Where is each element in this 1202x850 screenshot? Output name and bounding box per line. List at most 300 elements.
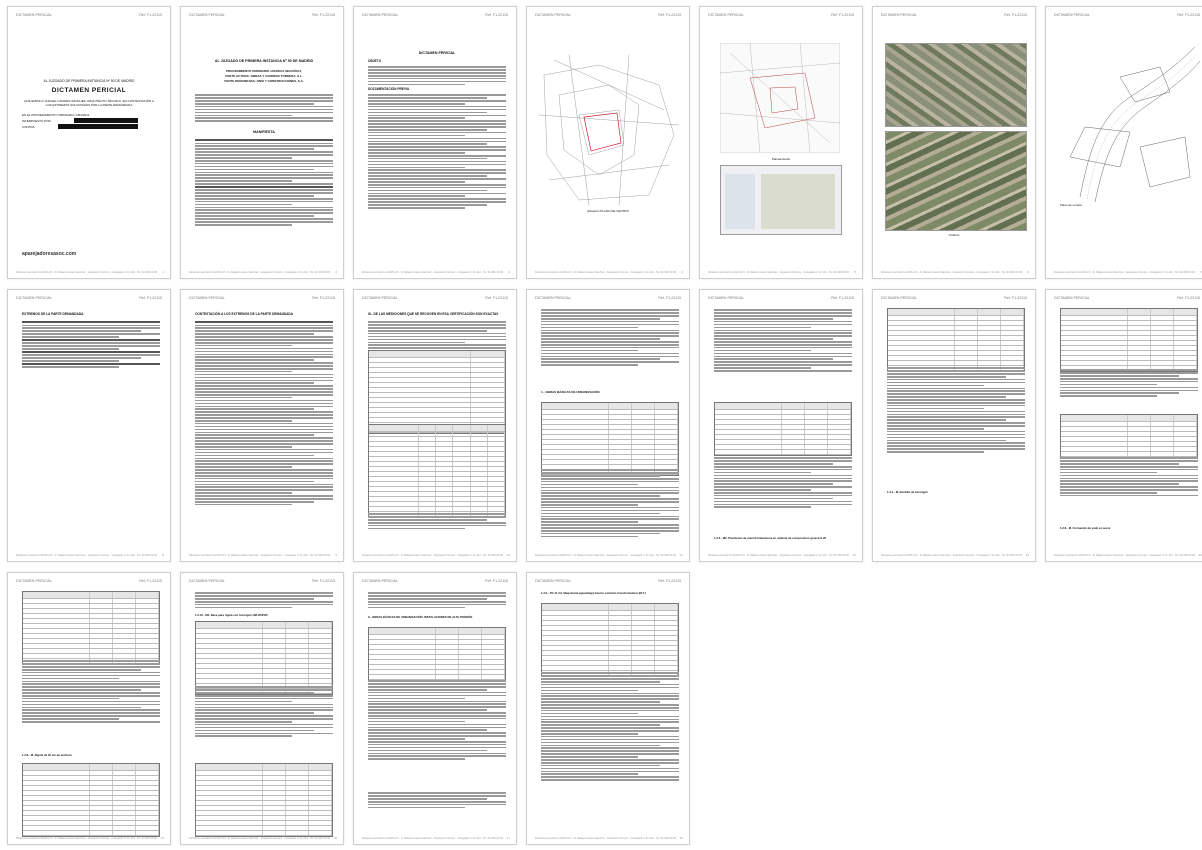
table-cell: [263, 826, 286, 830]
procedure-line: PARTE DEMANDADA: ONSI Y CONSTRUCCIONES, S.A.: [224, 79, 304, 83]
text-line: [714, 315, 852, 317]
table-cell: [419, 502, 436, 506]
text-line: [368, 598, 487, 600]
table-cell: [436, 447, 453, 451]
table-cell: [782, 435, 805, 439]
table-cell: [609, 460, 632, 464]
text-line: [368, 146, 506, 148]
document-page[interactable]: [699, 6, 863, 279]
table-cell: [488, 502, 505, 506]
text-line: [22, 327, 160, 329]
table-cell: [1174, 415, 1197, 421]
text-block: [368, 65, 506, 87]
table-cell: [436, 457, 453, 461]
table-cell: [1061, 432, 1128, 436]
text-line: [195, 397, 292, 399]
text-line: [195, 695, 333, 697]
table-cell: [286, 654, 309, 658]
table-cell: [309, 776, 332, 780]
table-cell: [263, 806, 286, 810]
table-cell: [609, 651, 632, 655]
table-cell: [488, 425, 505, 431]
text-line: [714, 341, 852, 343]
figure-caption: Ortofoto: [948, 233, 960, 237]
table-cell: [369, 472, 419, 476]
table-cell: [471, 418, 506, 422]
table-cell: [113, 599, 136, 603]
text-line: [368, 72, 506, 74]
table-row: [1061, 415, 1197, 422]
page-footer: Dictamen pericial F1-22115 ÁVI · D. Rafael Linares Sánchez · Arquitecto Técnico · Colegiado nº 11.144 · Tel. 91 000 00 00: [535, 554, 676, 557]
table-cell: [655, 641, 678, 645]
road-plan-drawing: [1060, 37, 1200, 207]
table-cell: [632, 450, 655, 454]
document-page[interactable]: [180, 572, 344, 845]
table-cell: [655, 651, 678, 655]
table-cell: [1151, 427, 1174, 431]
text-line: [714, 466, 852, 468]
document-page[interactable]: [353, 289, 517, 562]
text-line: [541, 495, 660, 497]
screenshot-map: [761, 174, 835, 229]
table-cell: [196, 654, 263, 658]
table-cell: [113, 806, 136, 810]
table-cell: [488, 507, 505, 511]
text-line: [541, 478, 679, 480]
text-block: [541, 308, 679, 367]
text-line: [541, 701, 660, 703]
table-cell: [715, 440, 782, 444]
document-page[interactable]: [526, 572, 690, 845]
text-line: [1060, 460, 1198, 462]
page-header-ref: Ref. F1-22115: [139, 13, 162, 17]
table-cell: [309, 634, 332, 638]
table-cell: [655, 616, 678, 620]
table-cell: [113, 644, 136, 648]
table-cell: [632, 616, 655, 620]
table-cell: [436, 487, 453, 491]
text-line: [714, 495, 852, 497]
table-cell: [453, 447, 470, 451]
text-line: [714, 370, 852, 372]
table-cell: [632, 403, 655, 409]
table-cell: [459, 665, 482, 669]
text-line: [22, 695, 160, 697]
text-line: [368, 155, 506, 157]
text-line: [368, 175, 487, 177]
table-cell: [23, 654, 90, 658]
page-header-title: DICTAMEN PERICIAL: [535, 296, 571, 300]
table-cell: [436, 492, 453, 496]
table-cell: [136, 771, 159, 775]
text-line: [368, 516, 506, 518]
table-row: [196, 622, 332, 629]
table-cell: [263, 649, 286, 653]
table-cell: [136, 816, 159, 820]
table-cell: [369, 452, 419, 456]
text-line: [714, 330, 852, 332]
table-cell: [1174, 442, 1197, 446]
table-cell: [828, 430, 851, 434]
table-cell: [453, 432, 470, 436]
text-line: [195, 377, 333, 379]
text-line: [714, 347, 852, 349]
text-line: [541, 492, 679, 494]
text-line: [541, 779, 679, 781]
table-cell: [1061, 321, 1128, 325]
table-cell: [263, 622, 286, 628]
page-header-title: DICTAMEN PERICIAL: [362, 579, 398, 583]
text-line: [541, 747, 679, 749]
table-cell: [369, 477, 419, 481]
table-cell: [23, 826, 90, 830]
figure-caption: Situación PLANO DE CENTRO: [587, 209, 629, 213]
text-line: [368, 339, 506, 341]
document-page[interactable]: [526, 289, 690, 562]
table-cell: [978, 346, 1001, 350]
table-cell: [113, 634, 136, 638]
text-line: [22, 678, 119, 680]
text-line: [368, 804, 506, 806]
text-line: [541, 498, 679, 500]
table-cell: [23, 816, 90, 820]
table-cell: [805, 410, 828, 414]
text-line: [541, 739, 679, 741]
page-footer: Dictamen pericial F1-22115 ÁVI · D. Rafael Linares Sánchez · Arquitecto Técnico · Colegiado nº 11.144 · Tel. 91 000 00 00: [881, 554, 1022, 557]
text-line: [887, 411, 1025, 413]
document-page[interactable]: [699, 289, 863, 562]
text-line: [541, 341, 679, 343]
table-cell: [453, 467, 470, 471]
text-line: [1060, 483, 1179, 485]
text-line: [22, 354, 160, 356]
text-line: [714, 321, 852, 323]
text-line: [541, 335, 679, 337]
text-line: [22, 330, 141, 332]
text-line: [195, 189, 333, 191]
table-cell: [23, 639, 90, 643]
data-table: [368, 627, 506, 681]
table-cell: [453, 457, 470, 461]
table-cell: [136, 629, 159, 633]
table-cell: [805, 415, 828, 419]
data-table: [541, 603, 679, 677]
table-cell: [136, 599, 159, 603]
page-header-title: DICTAMEN PERICIAL: [189, 296, 225, 300]
table-cell: [542, 460, 609, 464]
table-cell: [471, 492, 488, 496]
text-line: [541, 321, 679, 323]
table-row: [715, 450, 851, 455]
section-heading: DOCUMENTACIÓN PREVIA: [368, 87, 410, 91]
page-header-ref: Ref. F1-22115: [312, 579, 335, 583]
table-cell: [715, 410, 782, 414]
text-line: [714, 361, 852, 363]
text-line: [541, 721, 679, 723]
table-cell: [196, 764, 263, 770]
table-cell: [23, 811, 90, 815]
table-cell: [471, 358, 506, 362]
page-number: 9: [335, 553, 337, 557]
text-line: [195, 374, 333, 376]
table-cell: [471, 383, 506, 387]
text-line: [887, 431, 1025, 433]
table-cell: [632, 636, 655, 640]
text-line: [195, 484, 333, 486]
text-line: [368, 522, 506, 524]
document-page[interactable]: [526, 6, 690, 279]
table-cell: [23, 791, 90, 795]
table-cell: [90, 639, 113, 643]
table-cell: [609, 425, 632, 429]
table-cell: [782, 445, 805, 449]
table-cell: [471, 408, 506, 412]
table-cell: [136, 811, 159, 815]
table-cell: [286, 786, 309, 790]
table-cell: [1174, 351, 1197, 355]
text-line: [541, 690, 638, 692]
table-cell: [1174, 422, 1197, 426]
text-line: [22, 709, 160, 711]
text-line: [714, 318, 833, 320]
text-line: [368, 167, 465, 169]
text-line: [368, 680, 506, 682]
text-line: [368, 689, 487, 691]
text-line: [22, 333, 160, 335]
text-line: [541, 487, 679, 489]
table-cell: [113, 786, 136, 790]
text-block: [195, 320, 333, 507]
text-line: [541, 698, 679, 700]
table-cell: [196, 826, 263, 830]
document-page[interactable]: [7, 572, 171, 845]
table-cell: [419, 437, 436, 441]
text-line: [195, 388, 333, 390]
table-cell: [828, 403, 851, 409]
text-line: [368, 117, 465, 119]
table-cell: [113, 801, 136, 805]
table-cell: [196, 644, 263, 648]
text-line: [195, 689, 333, 691]
text-line: [195, 342, 333, 344]
table-cell: [286, 771, 309, 775]
document-page[interactable]: [180, 289, 344, 562]
table-cell: [113, 816, 136, 820]
table-cell: [632, 430, 655, 434]
site-plan-drawing: [539, 55, 679, 205]
text-line: [714, 460, 852, 462]
text-line: [195, 727, 333, 729]
table-cell: [782, 430, 805, 434]
table-cell: [715, 450, 782, 454]
document-page[interactable]: [353, 6, 517, 279]
table-cell: [369, 368, 471, 372]
text-line: [22, 660, 160, 662]
table-cell: [482, 655, 505, 659]
text-line: [195, 183, 333, 185]
table-cell: [655, 425, 678, 429]
text-line: [368, 342, 465, 344]
text-line: [195, 472, 333, 474]
table-cell: [888, 336, 955, 340]
table-cell: [286, 821, 309, 825]
text-line: [887, 405, 1025, 407]
table-cell: [263, 654, 286, 658]
table-cell: [488, 442, 505, 446]
table-cell: [136, 624, 159, 628]
table-cell: [655, 656, 678, 660]
table-cell: [1151, 341, 1174, 345]
table-cell: [419, 452, 436, 456]
procedure-line: PARTE ACTORA: OBRAS Y CARRERA TORDERA, S.L.: [225, 74, 303, 78]
text-line: [1060, 378, 1198, 380]
table-cell: [632, 661, 655, 665]
table-cell: [609, 445, 632, 449]
text-line: [887, 425, 1025, 427]
text-line: [22, 686, 160, 688]
text-line: [195, 145, 333, 147]
table-cell: [632, 410, 655, 414]
table-cell: [90, 796, 113, 800]
table-cell: [309, 816, 332, 820]
page-footer: Dictamen pericial F1-22115 ÁVI · D. Rafael Linares Sánchez · Arquitecto Técnico · Colegiado nº 11.144 · Tel. 91 000 00 00: [189, 271, 330, 274]
table-cell: [715, 435, 782, 439]
table-cell: [309, 786, 332, 790]
text-line: [195, 406, 333, 408]
table-cell: [828, 420, 851, 424]
table-cell: [263, 764, 286, 770]
document-page[interactable]: [1045, 289, 1202, 562]
document-page[interactable]: [7, 289, 171, 562]
table-cell: [955, 346, 978, 350]
page-footer: Dictamen pericial F1-22115 ÁVI · D. Rafael Linares Sánchez · Arquitecto Técnico · Colegiado nº 11.144 · Tel. 91 000 00 00: [362, 837, 503, 840]
text-line: [195, 221, 333, 223]
data-table: [368, 350, 506, 434]
document-page[interactable]: [872, 289, 1036, 562]
table-cell: [955, 351, 978, 355]
page-number: 6: [1027, 270, 1029, 274]
text-line: [195, 365, 333, 367]
text-line: [887, 388, 1025, 390]
page-header-title: DICTAMEN PERICIAL: [881, 13, 917, 17]
text-line: [368, 336, 506, 338]
table-cell: [286, 826, 309, 830]
document-page[interactable]: [7, 6, 171, 279]
text-line: [195, 440, 333, 442]
table-cell: [113, 826, 136, 830]
table-cell: [482, 660, 505, 664]
table-cell: [369, 378, 471, 382]
text-line: [368, 187, 506, 189]
table-cell: [782, 440, 805, 444]
table-cell: [286, 801, 309, 805]
table-cell: [488, 477, 505, 481]
text-line: [714, 327, 811, 329]
table-cell: [263, 664, 286, 668]
text-line: [1060, 390, 1198, 392]
table-cell: [955, 309, 978, 315]
table-cell: [955, 321, 978, 325]
document-page[interactable]: [872, 6, 1036, 279]
redacted-bar: [58, 124, 138, 129]
table-cell: [369, 507, 419, 511]
table-cell: [471, 507, 488, 511]
text-line: [368, 801, 506, 803]
text-line: [195, 489, 333, 491]
table-cell: [419, 497, 436, 501]
text-line: [887, 390, 1025, 392]
table-cell: [609, 631, 632, 635]
text-line: [195, 423, 333, 425]
table-cell: [369, 467, 419, 471]
text-line: [541, 716, 679, 718]
data-table: [714, 402, 852, 456]
section-heading: 1.2.4.- M. Bordillo de hormigón: [887, 490, 928, 494]
text-line: [195, 592, 333, 594]
table-cell: [459, 635, 482, 639]
page-footer: Dictamen pericial F1-22115 ÁVI · D. Rafael Linares Sánchez · Arquitecto Técnico · Colegiado nº 11.144 · Tel. 91 000 00 00: [708, 554, 849, 557]
text-line: [195, 109, 333, 111]
table-cell: [471, 368, 506, 372]
text-line: [22, 689, 141, 691]
table-cell: [542, 410, 609, 414]
table-cell: [471, 373, 506, 377]
text-line: [195, 160, 333, 162]
table-cell: [136, 801, 159, 805]
text-line: [541, 353, 679, 355]
text-line: [22, 325, 160, 327]
text-line: [714, 356, 852, 358]
text-block: [368, 320, 506, 350]
table-cell: [453, 477, 470, 481]
table-cell: [609, 455, 632, 459]
document-page[interactable]: [1045, 6, 1202, 279]
table-cell: [1001, 321, 1024, 325]
table-cell: [482, 670, 505, 674]
table-cell: [263, 811, 286, 815]
page-footer: Dictamen pericial F1-22115 ÁVI · D. Rafael Linares Sánchez · Arquitecto Técnico · Colegiado nº 11.144 · Tel. 91 000 00 00: [1054, 271, 1195, 274]
table-cell: [136, 644, 159, 648]
text-line: [887, 440, 1006, 442]
text-line: [195, 458, 333, 460]
text-line: [714, 483, 833, 485]
text-line: [195, 429, 333, 431]
table-cell: [805, 420, 828, 424]
table-cell: [369, 383, 471, 387]
text-line: [195, 382, 314, 384]
text-line: [195, 327, 333, 329]
text-line: [368, 703, 506, 705]
text-line: [541, 533, 660, 535]
text-line: [195, 356, 333, 358]
document-page[interactable]: [180, 6, 344, 279]
table-cell: [609, 641, 632, 645]
page-header-ref: Ref. F1-22115: [139, 296, 162, 300]
page-header-title: DICTAMEN PERICIAL: [881, 296, 917, 300]
table-cell: [1061, 346, 1128, 350]
text-line: [195, 172, 333, 174]
table-cell: [286, 831, 309, 835]
table-cell: [369, 665, 436, 669]
text-line: [368, 333, 506, 335]
table-cell: [542, 440, 609, 444]
text-line: [541, 516, 679, 518]
document-page[interactable]: [353, 572, 517, 845]
text-line: [714, 312, 852, 314]
page-header-title: DICTAMEN PERICIAL: [16, 579, 52, 583]
text-line: [195, 94, 333, 96]
table-cell: [196, 771, 263, 775]
